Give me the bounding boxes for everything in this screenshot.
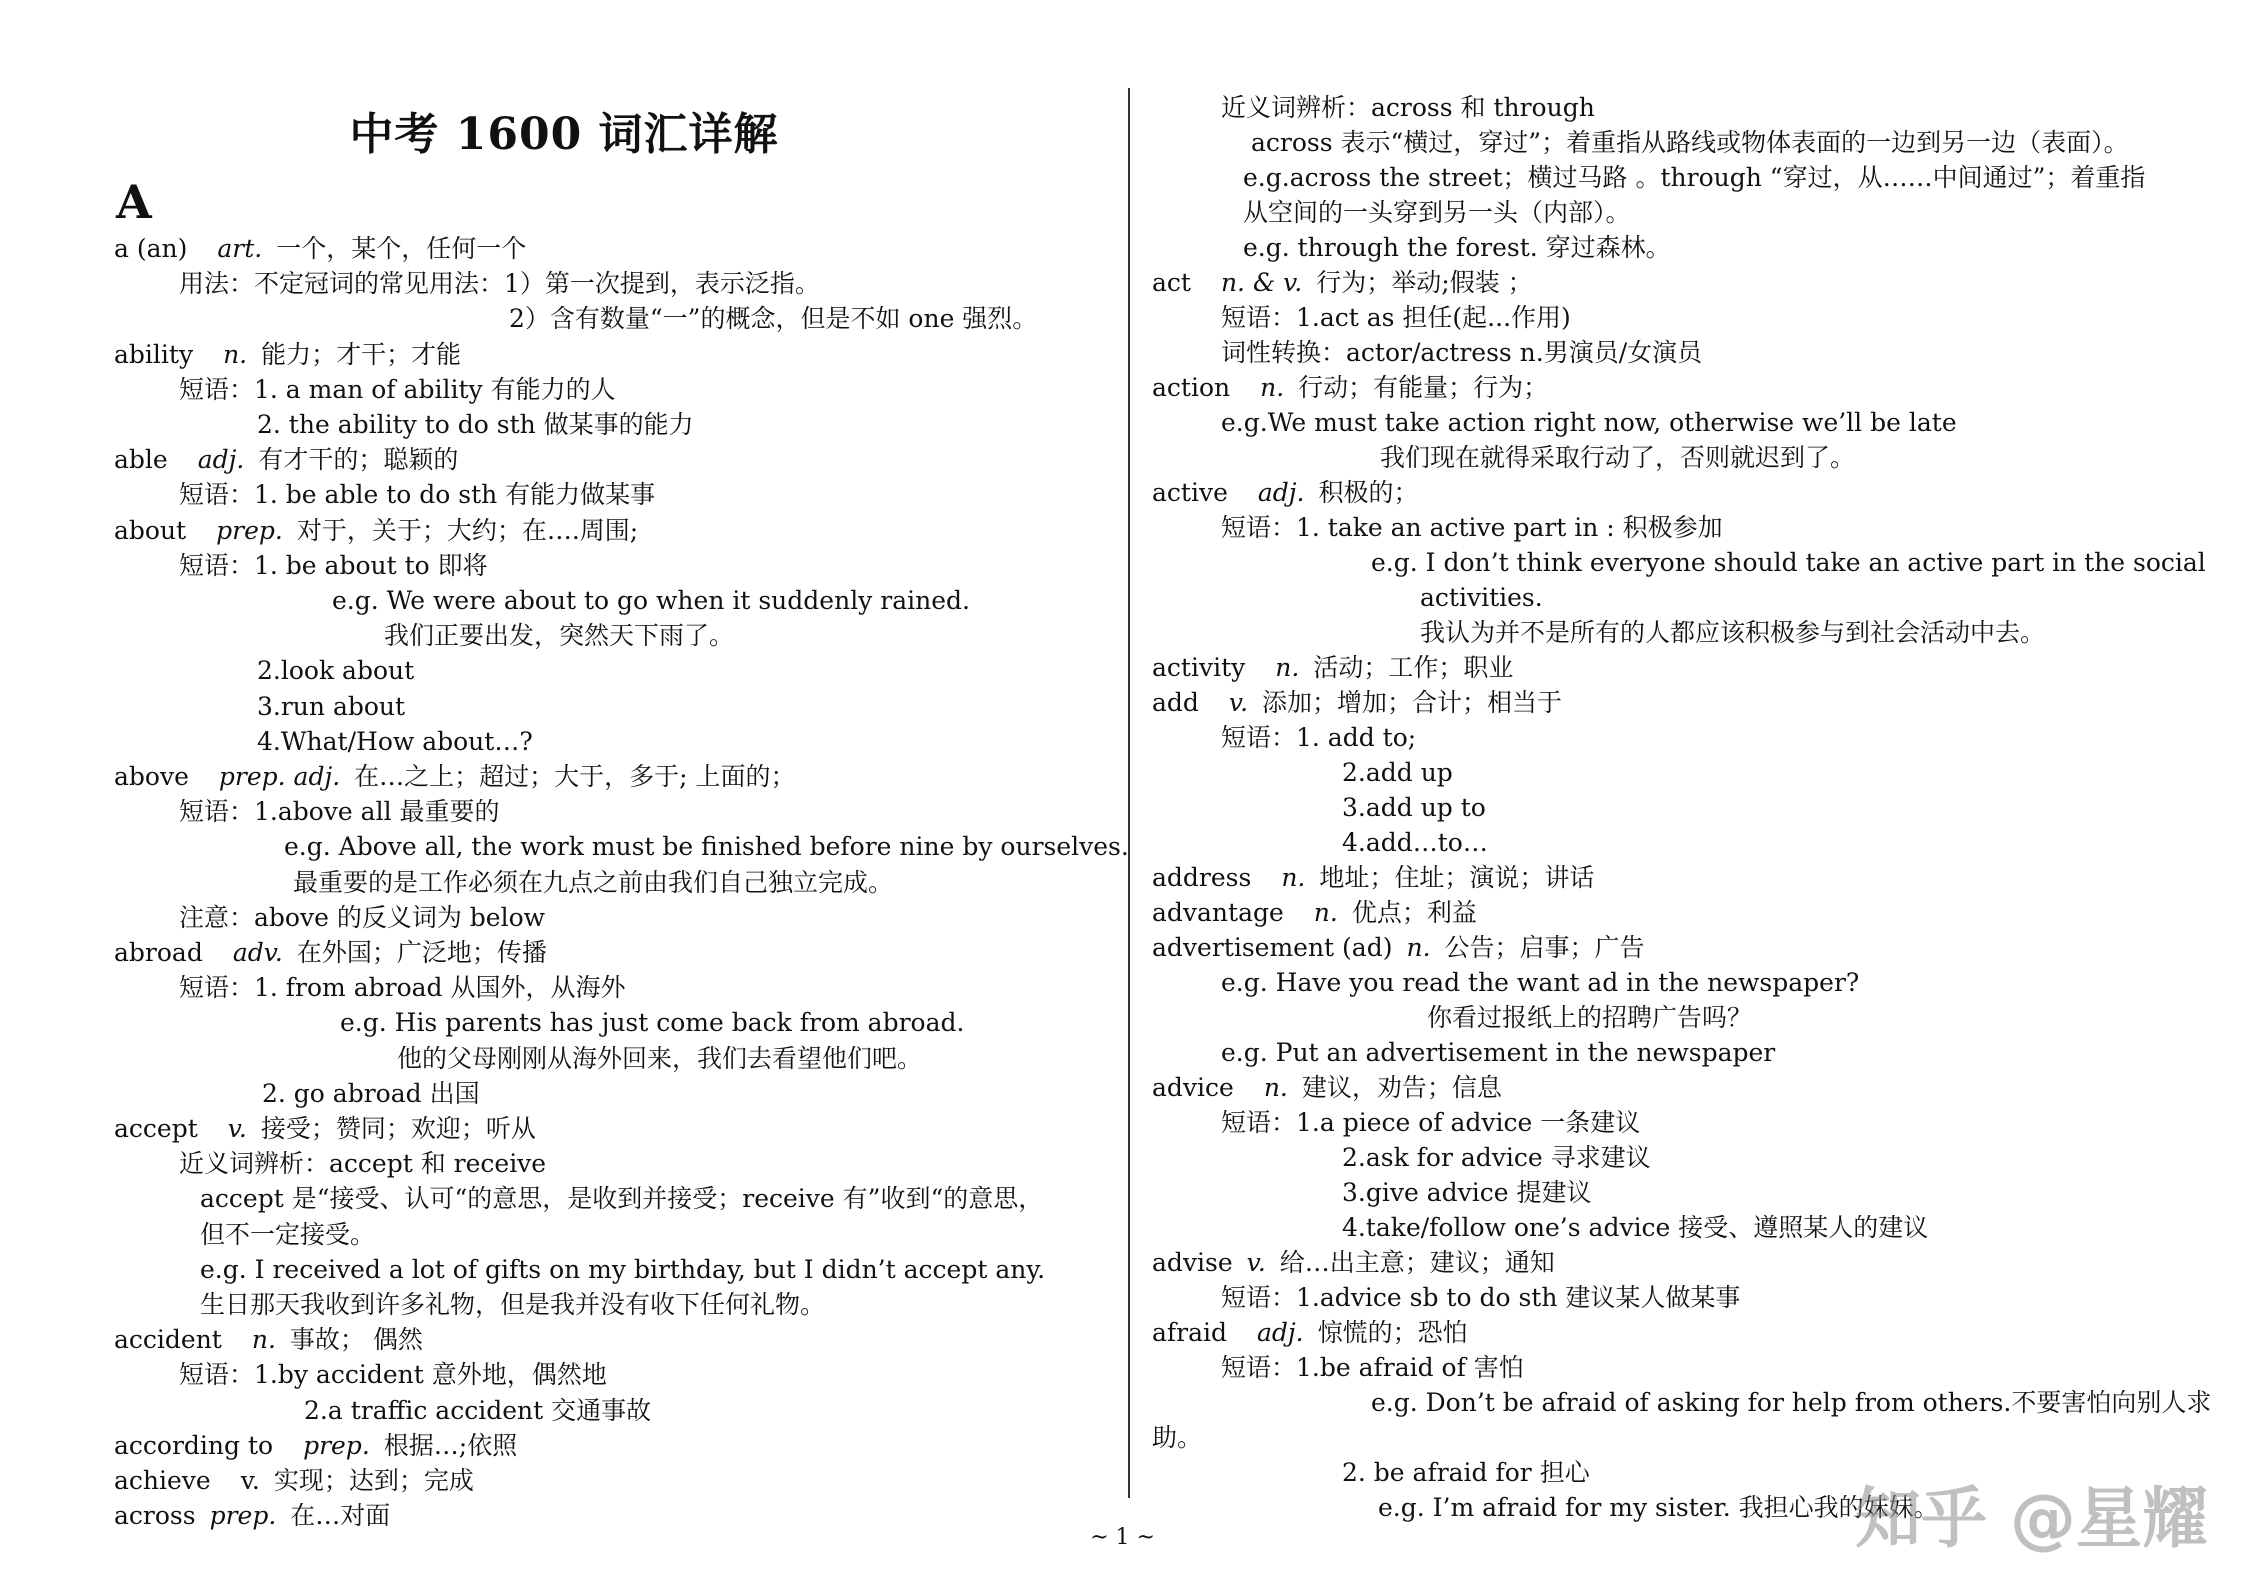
entry-line — [114, 1429, 517, 1463]
detail-line: e.g. Above all, the work must be finished before nine by ourselves. — [284, 832, 1129, 862]
detail-line: 助。 — [1152, 1423, 1203, 1452]
entry-line — [114, 443, 458, 477]
detail-line: e.g.across the street；横过马路 。through “穿过，从……中间通过”；着重指 — [1243, 163, 2146, 192]
part-of-speech: n. — [1406, 933, 1431, 962]
headword: add — [1152, 688, 1199, 717]
headword: active — [1152, 478, 1228, 507]
headword: ability — [114, 339, 194, 369]
detail-line: activities. — [1420, 583, 1543, 612]
detail-line: 短语：1.above all 最重要的 — [179, 797, 500, 827]
part-of-speech: v. — [1246, 1248, 1266, 1277]
detail-line: e.g. I received a lot of gifts on my birthday, but I didn’t accept any. — [200, 1254, 1046, 1284]
headword: action — [1152, 373, 1231, 402]
detail-line: 短语：1.by accident 意外地，偶然地 — [179, 1360, 607, 1390]
headword: across — [114, 1501, 196, 1531]
definition: 一个，某个，任何一个 — [276, 234, 527, 263]
headword: accident — [114, 1325, 222, 1355]
detail-line: 短语：1. take an active part in : 积极参加 — [1221, 513, 1723, 542]
headword: achieve — [114, 1466, 211, 1495]
detail-line: 你看过报纸上的招聘广告吗？ — [1427, 1003, 1753, 1032]
detail-line: 短语：1. a man of ability 有能力的人 — [179, 374, 616, 404]
detail-line: e.g. Put an advertisement in the newspaper — [1221, 1038, 1776, 1067]
part-of-speech: adj. — [1257, 478, 1305, 507]
detail-line: e.g. I don’t think everyone should take an active part in the social — [1371, 548, 2206, 577]
entry-line — [114, 232, 526, 266]
detail-line: 短语：1. be able to do sth 有能力做某事 — [179, 480, 656, 510]
definition: 实现；达到；完成 — [273, 1466, 474, 1495]
headword: about — [114, 515, 187, 545]
part-of-speech: adj. — [1257, 1318, 1304, 1347]
part-of-speech: prep. — [216, 515, 283, 545]
headword: advice — [1152, 1073, 1234, 1102]
entry-line — [1152, 476, 1419, 510]
definition: 行动；有能量；行为； — [1298, 373, 1549, 402]
part-of-speech: n. — [251, 1325, 276, 1355]
entry-line — [1152, 1071, 1502, 1105]
headword: above — [114, 762, 189, 791]
detail-line: 短语：1.a piece of advice 一条建议 — [1221, 1108, 1641, 1137]
detail-line: 近义词辨析：across 和 through — [1221, 93, 1595, 122]
definition: 事故； 偶然 — [289, 1325, 423, 1355]
part-of-speech: v. — [227, 1114, 247, 1143]
detail-line: 4.What/How about…? — [257, 726, 533, 756]
headword: advantage — [1152, 898, 1284, 927]
definition: 在外国；广泛地；传播 — [296, 938, 547, 967]
detail-line: 4.add…to… — [1342, 828, 1488, 857]
entry-line — [1152, 686, 1562, 720]
entry-line — [1152, 896, 1477, 930]
detail-line: 短语：1. be about to 即将 — [179, 550, 488, 580]
entry-line — [114, 936, 547, 970]
entry-line — [1152, 1316, 1468, 1350]
detail-line: 短语：1. add to; — [1221, 723, 1417, 752]
detail-line: 2. the ability to do sth 做某事的能力 — [257, 410, 694, 439]
definition: 接受；赞同；欢迎；听从 — [260, 1114, 536, 1143]
detail-line: 注意：above 的反义词为 below — [179, 902, 546, 932]
detail-line: 3.run about — [257, 691, 406, 721]
part-of-speech: n. — [1281, 863, 1306, 892]
definition: 活动；工作；职业 — [1313, 653, 1514, 682]
detail-line: 4.take/follow one’s advice 接受、遵照某人的建议 — [1342, 1213, 1929, 1242]
detail-line: e.g. Have you read the want ad in the newspaper? — [1221, 968, 1860, 997]
detail-line: 2）含有数量“一”的概念，但是不如 one 强烈。 — [509, 304, 1038, 334]
entry-line — [1152, 266, 1533, 300]
detail-line: e.g. I’m afraid for my sister. 我担心我的妹妹。 — [1378, 1493, 1939, 1522]
part-of-speech: prep. — [303, 1430, 370, 1460]
definition: 对于，关于；大约；在….周围; — [296, 515, 639, 545]
headword: advertisement (ad) — [1152, 933, 1393, 962]
detail-line: 我们正要出发，突然天下雨了。 — [384, 621, 735, 651]
detail-line: 用法：不定冠词的常见用法：1）第一次提到，表示泛指。 — [179, 269, 820, 299]
detail-line: 短语：1.act as 担任(起...作用) — [1221, 303, 1571, 332]
detail-line: 从空间的一头穿到另一头（内部）。 — [1243, 198, 1631, 227]
part-of-speech: n. — [223, 339, 248, 369]
entry-line — [114, 1464, 474, 1498]
entry-line — [1152, 931, 1645, 965]
detail-line: 2.look about — [257, 656, 415, 686]
part-of-speech: n. — [1260, 373, 1285, 402]
entry-line — [114, 1323, 423, 1357]
entry-line — [114, 760, 796, 794]
headword: advise — [1152, 1248, 1233, 1277]
page-number: ~ 1 ~ — [1090, 1525, 1155, 1550]
detail-line: e.g.We must take action right now, otherwise we’ll be late — [1221, 408, 1957, 437]
definition: 根据…;依照 — [383, 1430, 518, 1460]
entry-line — [1152, 371, 1548, 405]
part-of-speech: v. — [1228, 688, 1249, 717]
definition: 在…对面 — [290, 1501, 391, 1531]
part-of-speech: n. — [1263, 1073, 1288, 1102]
detail-line: 3.give advice 提建议 — [1342, 1178, 1592, 1207]
detail-line: 他的父母刚刚从海外回来，我们去看望他们吧。 — [397, 1043, 923, 1073]
part-of-speech: prep. — [209, 1501, 277, 1531]
section-letter: A — [116, 175, 152, 229]
entry-line — [114, 338, 461, 372]
detail-line: 但不一定接受。 — [200, 1219, 376, 1249]
detail-line: 我认为并不是所有的人都应该积极参与到社会活动中去。 — [1420, 618, 2046, 647]
part-of-speech: art. — [217, 234, 263, 263]
definition: 惊慌的；恐怕 — [1317, 1318, 1468, 1347]
definition: 有才干的；聪颖的 — [258, 445, 459, 475]
page-title: 中考 1600 词汇详解 — [349, 109, 779, 160]
detail-line: 最重要的是工作必须在九点之前由我们自己独立完成。 — [293, 867, 894, 897]
definition: 能力；才干；才能 — [261, 339, 462, 369]
definition: 行为；举动;假装 ； — [1316, 268, 1533, 297]
detail-line: 2.a traffic accident 交通事故 — [304, 1395, 652, 1425]
definition: 优点；利益 — [1351, 898, 1477, 927]
definition: 添加；增加；合计；相当于 — [1262, 688, 1563, 717]
detail-line: 短语：1.advice sb to do sth 建议某人做某事 — [1221, 1283, 1741, 1312]
headword: a (an) — [114, 234, 188, 263]
part-of-speech: n. — [1275, 653, 1300, 682]
detail-line: 词性转换：actor/actress n.男演员/女演员 — [1221, 338, 1703, 367]
entry-line — [114, 1112, 536, 1146]
detail-line: 近义词辨析：accept 和 receive — [179, 1149, 547, 1179]
detail-line: 我们现在就得采取行动了，否则就迟到了。 — [1380, 443, 1856, 472]
detail-line: 2. be afraid for 担心 — [1342, 1458, 1590, 1487]
definition: 积极的； — [1318, 478, 1419, 507]
detail-line: e.g. We were about to go when it suddenly rained. — [332, 586, 970, 615]
detail-line: 2.add up — [1342, 758, 1453, 787]
detail-line: 短语：1. from abroad 从国外，从海外 — [179, 973, 626, 1003]
column-divider — [1128, 88, 1130, 1498]
headword: act — [1152, 268, 1191, 297]
detail-line: accept 是“接受、认可“的意思，是收到并接受；receive 有”收到“的意思， — [200, 1184, 1044, 1214]
headword: abroad — [114, 938, 203, 967]
part-of-speech: prep. adj. — [218, 762, 341, 791]
headword: able — [114, 445, 168, 475]
part-of-speech: v. — [240, 1466, 260, 1495]
headword: accept — [114, 1114, 198, 1143]
entry-line — [1152, 1246, 1555, 1280]
part-of-speech: adv. — [232, 938, 283, 967]
detail-line: 3.add up to — [1342, 793, 1486, 822]
detail-line: 生日那天我收到许多礼物，但是我并没有收下任何礼物。 — [200, 1290, 826, 1319]
part-of-speech: n. — [1313, 898, 1338, 927]
headword: address — [1152, 863, 1252, 892]
definition: 给…出主意；建议；通知 — [1279, 1248, 1555, 1277]
definition: 地址；住址；演说；讲话 — [1319, 863, 1595, 892]
detail-line: 2.ask for advice 寻求建议 — [1342, 1143, 1651, 1172]
entry-line — [1152, 861, 1594, 895]
part-of-speech: adj. — [197, 445, 245, 475]
entry-line — [114, 514, 638, 548]
headword: activity — [1152, 653, 1246, 682]
watermark: 知乎 @星耀 — [1855, 1480, 2208, 1557]
headword: afraid — [1152, 1318, 1228, 1347]
entry-line — [1152, 651, 1513, 685]
detail-line: e.g. Don’t be afraid of asking for help from others.不要害怕向别人求 — [1371, 1388, 2212, 1417]
headword: according to — [114, 1430, 274, 1460]
definition: 在…之上；超过；大于，多于; 上面的； — [354, 762, 796, 791]
detail-line: 短语：1.be afraid of 害怕 — [1221, 1353, 1524, 1382]
definition: 公告；启事；广告 — [1444, 933, 1645, 962]
detail-line: e.g. His parents has just come back from abroad. — [340, 1008, 965, 1038]
part-of-speech: n. & v. — [1220, 268, 1303, 297]
detail-line: across 表示“横过，穿过”；着重指从路线或物体表面的一边到另一边（表面）。 — [1251, 128, 2129, 157]
definition: 建议，劝告；信息 — [1301, 1073, 1502, 1102]
detail-line: 2. go abroad 出国 — [262, 1078, 480, 1108]
detail-line: e.g. through the forest. 穿过森林。 — [1243, 233, 1671, 262]
